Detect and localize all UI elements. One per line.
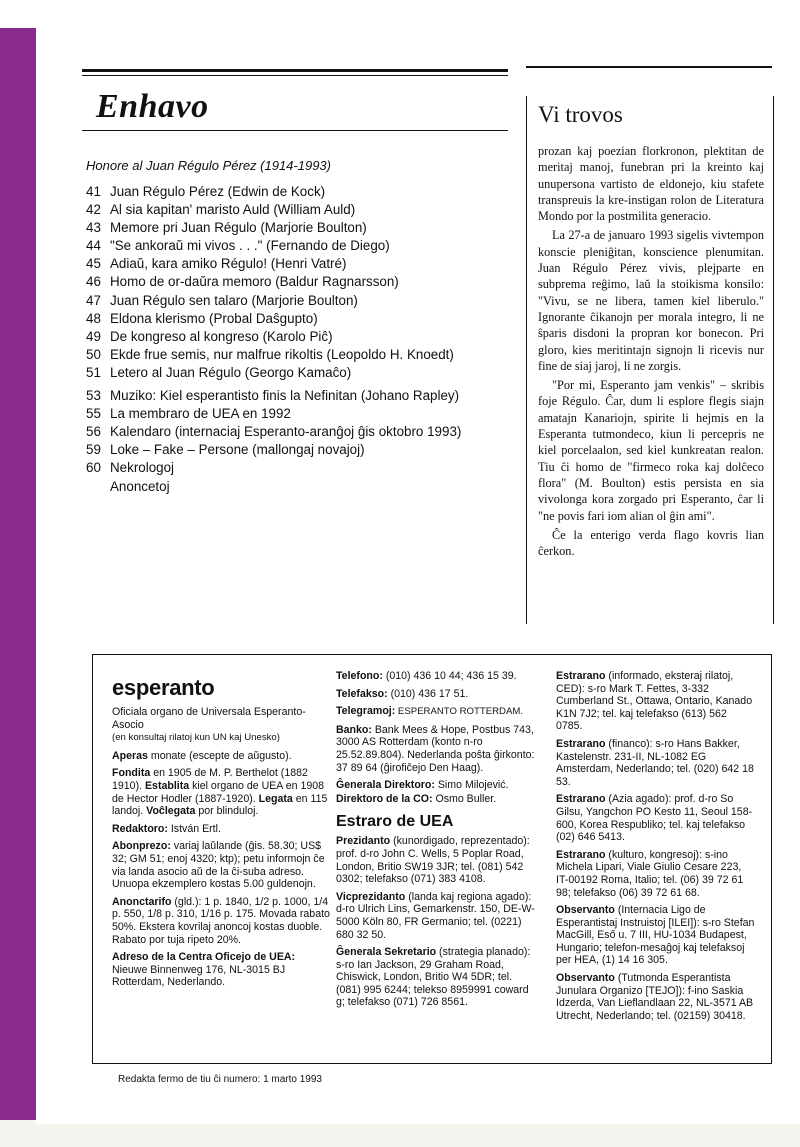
toc-page-number (86, 478, 110, 496)
enhavo-top-rule-thin (82, 75, 508, 76)
vi-trovos-title: Vi trovos (538, 102, 623, 127)
info-adreso: Adreso de la Centra Oficejo de UEA: Nieuwe Binnenweg 176, NL-3015 BJ Rotterdam, Nederlando. (112, 951, 296, 989)
info-estrarano: Estrarano (Azia agado): prof. d-ro So Gilsu, Yangchon PO Kesto 11, Seoul 158-600, Korea Respubliko; tel. kaj telefakso (02) 646 5413. (556, 793, 753, 844)
toc-item-title: Juan Régulo Pérez (Edwin de Kock) (110, 184, 326, 199)
info-sekretario: Ĝenerala Sekretario (strategia planado): s-ro Ian Jackson, 29 Graham Road, Chiswick, London, Britio W4 5DR; tel. (081) 995 6244; telekso 8959991 coward g; telefakso (071) 726 8561. (336, 946, 531, 1009)
toc-page-number: 60 (86, 460, 101, 476)
toc-item-title: Al sia kapitan' maristo Auld (William Auld) (110, 202, 356, 218)
toc-item-title: La membraro de UEA en 1992 (110, 406, 291, 422)
toc-item[interactable] (86, 364, 516, 382)
magazine-description: Oficiala organo de Universala Esperanto-Asocio (112, 706, 306, 731)
vi-trovos-paragraph: La 27-a de januaro 1993 sigelis vivtempon konscie pleniĝitan, konscience plenumitan. Juan Régulo Pérez vivis, plejparte en subprema reĝimo, laŭ la stoikisma konsilo: "Vivu, se ne libera, tamen kiel liberulo." Ignorante ĉikanojn per morala integro, li ne ŝparis disdoni la propran kor bonecon. Pri gloro, kies meritintajn signojn li ricevis nur fine de siaj jaroj, li ne zorgis. (538, 228, 764, 373)
contents-subtitle: Honore al Juan Régulo Pérez (1914-1993) (86, 158, 331, 173)
toc-item[interactable] (86, 478, 516, 496)
toc-item[interactable] (86, 423, 516, 441)
toc-item[interactable] (86, 183, 516, 201)
toc-page-number: 42 (86, 202, 101, 218)
toc-item[interactable] (86, 255, 516, 273)
info-telefono: Telefono: (010) 436 10 44; 436 15 39. (336, 670, 517, 682)
info-fondita: Fondita en 1905 de M. P. Berthelot (1882 1910). Establita kiel organo de UEA en 1908 de Hector Hodler (1887-1920). Legata en 115 landoj. Voĉlegata por blinduloj. (112, 767, 328, 818)
toc-item[interactable] (86, 310, 516, 328)
enhavo-top-rule (82, 69, 508, 72)
toc-page-number: 49 (86, 328, 101, 344)
toc-item-title: Anoncetoj (110, 478, 170, 494)
vi-trovos-paragraph: prozan kaj poezian florkronon, plektitan de meritaj manoj, funebran pri la kreinto kaj unupersona vartisto de eldonejo, kiu stafete transpreuis la kre-instigan rolon de Literatura Mondo por la postmilita generacio. (538, 144, 764, 224)
toc-item[interactable] (86, 405, 516, 423)
toc-page-number: 45 (86, 256, 101, 272)
toc-item[interactable] (86, 219, 516, 237)
masthead-column-1 (112, 676, 332, 994)
enhavo-bottom-rule (82, 130, 508, 131)
toc-page-number: 46 (86, 274, 101, 290)
toc-item-title: Muziko: Kiel esperantisto finis la Nefinitan (Johano Rapley) (110, 388, 460, 404)
info-estrarano: Estrarano (financo): s-ro Hans Bakker, Kastelenstr. 231-II, NL-1082 EG Amsterdam, Nederlando; tel. (020) 642 18 53. (556, 737, 754, 788)
toc-item[interactable] (86, 273, 516, 291)
toc-page-number: 56 (86, 424, 101, 440)
info-estrarano: Estrarano (informado, eksteraj rilatoj, CED): s-ro Mark T. Fettes, 3-332 Cumberland St., Ottawa, Ontario, Kanado K1N 7J2; tel. kaj telefakso (613) 562 0785. (556, 670, 753, 733)
toc-page-number: 55 (86, 406, 101, 422)
toc-item[interactable] (86, 201, 516, 219)
toc-item[interactable] (86, 292, 516, 310)
toc-item[interactable] (86, 237, 516, 255)
vi-trovos-paragraph: "Por mi, Esperanto jam venkis" – skribis foje Régulo. Ĉar, dum li esplore flegis siajn amatajn Kanariojn, spirite li hejmis en la Esperanta tutmondeco, kiun li percepris ne kiel porcelaalon, sed kiel kunkreatan realon. Tiu ĉi homo de "firmeco roka kaj dolĉeco flora" (M. Boulton) estis persista en sia vivolonga kora zorgado pri Esperanto, ĉar li "ne povis fari iom alian ol ĝin ami". (538, 378, 764, 523)
esperanto-logo: esperanto (112, 675, 215, 700)
toc-page-number: 51 (86, 364, 101, 380)
toc-item[interactable] (86, 346, 516, 364)
toc-item[interactable] (86, 459, 516, 477)
info-observanto: Observanto (Internacia Ligo de Esperantistaj Instruistoj [ILEI]): s-ro Stefan MacGill, Eső u. 7 III, HU-1034 Budapest, Hungario; telefon-mesaĝoj kaj telefaksoj per HEA, (1) 14 16 305. (556, 904, 755, 967)
info-telefakso: Telefakso: (010) 436 17 51. (336, 687, 469, 700)
toc-item-title: Nekrologoj (110, 460, 175, 476)
estraro-heading: Estraro de UEA (336, 813, 454, 831)
info-ghenerala-direktoro: Ĝenerala Direktoro: Simo Milojević. (336, 779, 509, 792)
toc-item-title: Memore pri Juan Régulo (Marjorie Boulton) (110, 220, 367, 236)
toc-item-title: Loke – Fake – Persone (mallongaj novajoj) (110, 442, 365, 458)
toc-item-title: Juan Régulo sen talaro (Marjorie Boulton) (110, 292, 358, 308)
info-anonctarifo: Anonctarifo (gld.): 1 p. 1840, 1/2 p. 1000, 1/4 p. 550, 1/8 p. 310, 1/16 p. 175. Movada rabato 50%. Ekstera kovrilaj anoncoj kostas duoble. Rabato por tuja ripeto 20%. (112, 895, 330, 946)
toc-item-title: Adiaŭ, kara amiko Régulo! (Henri Vatré) (110, 256, 347, 272)
info-prezidanto: Prezidanto (kunordigado, reprezentado): prof. d-ro John C. Wells, 5 Poplar Road, London, Britio SW19 3JR; tel. (081) 542 0302; telefakso (071) 383 4108. (336, 835, 530, 886)
vi-trovos-top-rule (526, 66, 772, 68)
info-observanto: Observanto (Tutmonda Esperantista Junulara Organizo [TEJO]): f-ino Saskia Idzerda, Van Lieflandlaan 22, NL-3571 AB Utrecht, Nederlando; tel. (02159) 30418. (556, 972, 754, 1022)
toc-page-number: 44 (86, 238, 101, 254)
toc-page-number: 43 (86, 220, 101, 236)
toc-item[interactable] (86, 328, 516, 346)
magazine-description-note: (en konsultaj rilatoj kun UN kaj Unesko) (112, 732, 280, 744)
toc-item-title: Kalendaro (internaciaj Esperanto-aranĝoj ĝis oktobro 1993) (110, 424, 462, 440)
info-redaktoro: Redaktoro: István Ertl. (112, 822, 221, 835)
masthead-column-3 (556, 670, 756, 1027)
toc-item-title: Letero al Juan Régulo (Georgo Kamaĉo) (110, 364, 352, 380)
toc-item-title: Eldona klerismo (Probal Daŝgupto) (110, 310, 318, 326)
toc-page-number: 50 (86, 346, 101, 362)
vi-trovos-text (538, 143, 764, 559)
info-banko: Banko: Bank Mees & Hope, Postbus 743, 3000 AS Rotterdam (konto n-ro 25.52.89.804). Nederlanda poŝta ĝirkonto: 37 89 64 (ĝirofiĉejo Den Haag). (336, 723, 535, 774)
toc-page-number: 59 (86, 442, 101, 458)
magenta-edge-band (0, 28, 40, 1120)
toc-page-number: 48 (86, 310, 101, 326)
editorial-deadline: Redakta fermo de tiu ĉi numero: 1 marto 1993 (118, 1074, 322, 1085)
masthead-column-2 (336, 670, 536, 1014)
toc-item-title: Ekde frue semis, nur malfrue rikoltis (Leopoldo H. Knoedt) (110, 346, 454, 362)
info-abonprezo: Abonprezo: variaj laŭlande (ĝis. 58.30; US$ 32; GM 51; enoj 4320; ktp); petu informojn ĉe via landa asocio aŭ de la ĉi-suba adreso. Unuopa ekzemplero kostas 5.00 guldenojn. (112, 840, 325, 891)
vi-trovos-paragraph: Ĉe la enterigo verda flago kovris lian ĉerkon. (538, 527, 764, 559)
info-direktoro-co: Direktoro de la CO: Osmo Buller. (336, 792, 497, 805)
toc-page-number: 47 (86, 292, 101, 308)
toc-item-title: "Se ankoraŭ mi vivos . . ." (Fernando de Diego) (110, 238, 390, 254)
table-of-contents (86, 183, 516, 496)
info-aperas: Aperas monate (escepte de aŭgusto). (112, 749, 292, 762)
toc-item[interactable] (86, 387, 516, 405)
toc-page-number: 41 (86, 184, 101, 199)
toc-item-title: Homo de or-daŭra memoro (Baldur Ragnarsson) (110, 274, 399, 290)
toc-item-title: De kongreso al kongreso (Karolo Piĉ) (110, 328, 333, 344)
info-vicprezidanto: Vicprezidanto (landa kaj regiona agado): d-ro Ulrich Lins, Gemarkenstr. 150, DE-W-5000 Köln 80, FR Germanio; tel. (0221) 680 32 50. (336, 890, 535, 941)
info-telegramoj: Telegramoj: ESPERANTO ROTTERDAM. (336, 705, 524, 718)
toc-item[interactable] (86, 441, 516, 459)
contents-title: Enhavo (96, 88, 209, 125)
toc-page-number: 53 (86, 388, 101, 404)
info-estrarano: Estrarano (kulturo, kongresoj): s-ino Michela Lipari, Viale Giulio Cesare 223, IT-00192 Roma, Italio; tel. (06) 39 72 61 98; telefakso (06) 39 72 61 68. (556, 848, 744, 899)
